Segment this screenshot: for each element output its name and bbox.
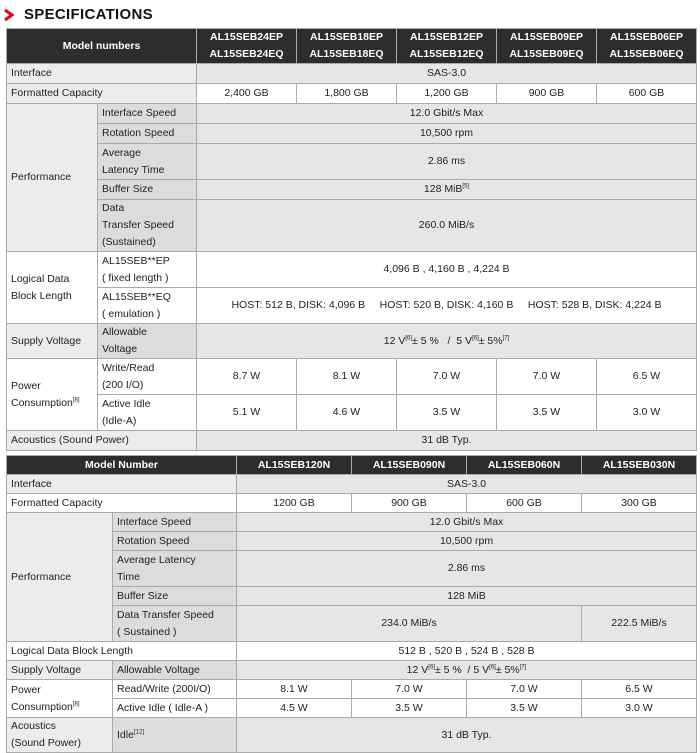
table-row <box>7 252 697 288</box>
table-row <box>7 718 697 753</box>
table-row <box>7 144 697 180</box>
interface-label: Interface <box>7 475 237 494</box>
table-row <box>7 124 697 144</box>
rotation-speed-label: Rotation Speed <box>113 532 237 551</box>
power-value: 7.0 W <box>467 680 582 699</box>
rotation-speed-label: Rotation Speed <box>98 124 197 144</box>
interface-speed-value: 12.0 Gbit/s Max <box>237 513 697 532</box>
model-number-header: Model Number <box>7 456 237 475</box>
table-row <box>7 359 697 395</box>
capacity-value: 600 GB <box>467 494 582 513</box>
spec-table-n <box>6 455 697 753</box>
interface-value: SAS-3.0 <box>237 475 697 494</box>
table-row <box>7 84 697 104</box>
table-row <box>7 64 697 84</box>
table-row <box>7 642 697 661</box>
ep-block-value: 4,096 B , 4,160 B , 4,224 B <box>197 252 697 288</box>
transfer-speed-label: Data Transfer Speed ( Sustained ) <box>113 606 237 642</box>
capacity-value: 2,400 GB <box>197 84 297 104</box>
model-header: AL15SEB030N <box>582 456 697 475</box>
read-write-label: Read/Write (200I/O) <box>113 680 237 699</box>
transfer-speed-value: 260.0 MiB/s <box>197 200 697 252</box>
table-row <box>7 200 697 252</box>
latency-label: Average Latency Time <box>98 144 197 180</box>
eq-model-label: AL15SEB**EQ ( emulation ) <box>98 288 197 324</box>
capacity-value: 300 GB <box>582 494 697 513</box>
idle-value: 3.5 W <box>497 395 597 431</box>
power-label: Power Consumption[8] <box>7 680 113 718</box>
buffer-size-value: 128 MiB[5] <box>197 180 697 200</box>
transfer-speed-value-030: 222.5 MiB/s <box>582 606 697 642</box>
acoustics-value: 31 dB Typ. <box>237 718 697 753</box>
rotation-speed-value: 10,500 rpm <box>237 532 697 551</box>
idle-value: 4.6 W <box>297 395 397 431</box>
model-header: AL15SEB12EP AL15SEB12EQ <box>397 29 497 64</box>
allowable-voltage-label: Allowable Voltage <box>113 661 237 680</box>
allowable-voltage-label: Allowable Voltage <box>98 324 197 359</box>
interface-speed-label: Interface Speed <box>98 104 197 124</box>
table-header-row <box>7 29 697 64</box>
interface-speed-label: Interface Speed <box>113 513 237 532</box>
capacity-value: 900 GB <box>352 494 467 513</box>
power-label: Power Consumption[8] <box>7 359 98 431</box>
supply-voltage-label: Supply Voltage <box>7 661 113 680</box>
capacity-value: 1200 GB <box>237 494 352 513</box>
interface-label: Interface <box>7 64 197 84</box>
table-row <box>7 661 697 680</box>
transfer-speed-label: Data Transfer Speed (Sustained) <box>98 200 197 252</box>
spec-table-ep-eq <box>6 28 697 451</box>
idle-value: 3.5 W <box>467 699 582 718</box>
power-value: 8.7 W <box>197 359 297 395</box>
acoustics-label: Acoustics (Sound Power) <box>7 431 197 451</box>
table-row <box>7 104 697 124</box>
performance-label: Performance <box>7 513 113 642</box>
buffer-size-label: Buffer Size <box>98 180 197 200</box>
capacity-value: 1,200 GB <box>397 84 497 104</box>
buffer-size-value: 128 MiB <box>237 587 697 606</box>
model-header: AL15SEB18EP AL15SEB18EQ <box>297 29 397 64</box>
chevron-right-icon <box>2 8 16 22</box>
model-numbers-header: Model numbers <box>7 29 197 64</box>
table-header-row <box>7 456 697 475</box>
ep-model-label: AL15SEB**EP ( fixed length ) <box>98 252 197 288</box>
transfer-speed-value: 234.0 MiB/s <box>237 606 582 642</box>
rotation-speed-value: 10,500 rpm <box>197 124 697 144</box>
table-row <box>7 324 697 359</box>
latency-value: 2.86 ms <box>197 144 697 180</box>
table-row <box>7 475 697 494</box>
model-header: AL15SEB120N <box>237 456 352 475</box>
interface-speed-value: 12.0 Gbit/s Max <box>197 104 697 124</box>
latency-label: Average Latency Time <box>113 551 237 587</box>
page-title: SPECIFICATIONS <box>24 6 153 23</box>
table-row <box>7 513 697 532</box>
model-header: AL15SEB24EP AL15SEB24EQ <box>197 29 297 64</box>
supply-voltage-label: Supply Voltage <box>7 324 98 359</box>
power-value: 6.5 W <box>582 680 697 699</box>
table-row <box>7 288 697 324</box>
voltage-value: 12 V[6]± 5 % / 5 V[6]± 5%[7] <box>197 324 697 359</box>
power-value: 6.5 W <box>597 359 697 395</box>
idle-value: 3.5 W <box>397 395 497 431</box>
idle-value: 3.5 W <box>352 699 467 718</box>
table-row <box>7 431 697 451</box>
power-value: 7.0 W <box>352 680 467 699</box>
capacity-value: 600 GB <box>597 84 697 104</box>
model-header: AL15SEB060N <box>467 456 582 475</box>
table-row <box>7 494 697 513</box>
idle-value: 3.0 W <box>597 395 697 431</box>
logical-block-value: 512 B , 520 B , 524 B , 528 B <box>237 642 697 661</box>
model-header: AL15SEB09EP AL15SEB09EQ <box>497 29 597 64</box>
performance-label: Performance <box>7 104 98 252</box>
latency-value: 2.86 ms <box>237 551 697 587</box>
logical-block-label: Logical Data Block Length <box>7 252 98 324</box>
model-header: AL15SEB090N <box>352 456 467 475</box>
logical-block-label: Logical Data Block Length <box>7 642 237 661</box>
acoustics-value: 31 dB Typ. <box>197 431 697 451</box>
idle-value: 5.1 W <box>197 395 297 431</box>
voltage-value: 12 V[6]± 5 % / 5 V[6]± 5%[7] <box>237 661 697 680</box>
table-row <box>7 395 697 431</box>
model-header: AL15SEB06EP AL15SEB06EQ <box>597 29 697 64</box>
power-value: 8.1 W <box>237 680 352 699</box>
acoustics-label: Acoustics (Sound Power) <box>7 718 113 753</box>
capacity-label: Formatted Capacity <box>7 84 197 104</box>
capacity-value: 1,800 GB <box>297 84 397 104</box>
eq-block-value: HOST: 512 B, DISK: 4,096 B HOST: 520 B, DISK: 4,160 B HOST: 528 B, DISK: 4,224 B <box>197 288 697 324</box>
idle-value: 3.0 W <box>582 699 697 718</box>
idle-sound-label: Idle[12] <box>113 718 237 753</box>
active-idle-label: Active Idle (Idle-A) <box>98 395 197 431</box>
power-value: 8.1 W <box>297 359 397 395</box>
capacity-label: Formatted Capacity <box>7 494 237 513</box>
power-value: 7.0 W <box>497 359 597 395</box>
write-read-label: Write/Read (200 I/O) <box>98 359 197 395</box>
section-heading <box>0 0 700 28</box>
capacity-value: 900 GB <box>497 84 597 104</box>
table-row <box>7 180 697 200</box>
interface-value: SAS-3.0 <box>197 64 697 84</box>
table-row <box>7 680 697 699</box>
idle-value: 4.5 W <box>237 699 352 718</box>
power-value: 7.0 W <box>397 359 497 395</box>
active-idle-label: Active Idle ( Idle-A ) <box>113 699 237 718</box>
buffer-size-label: Buffer Size <box>113 587 237 606</box>
